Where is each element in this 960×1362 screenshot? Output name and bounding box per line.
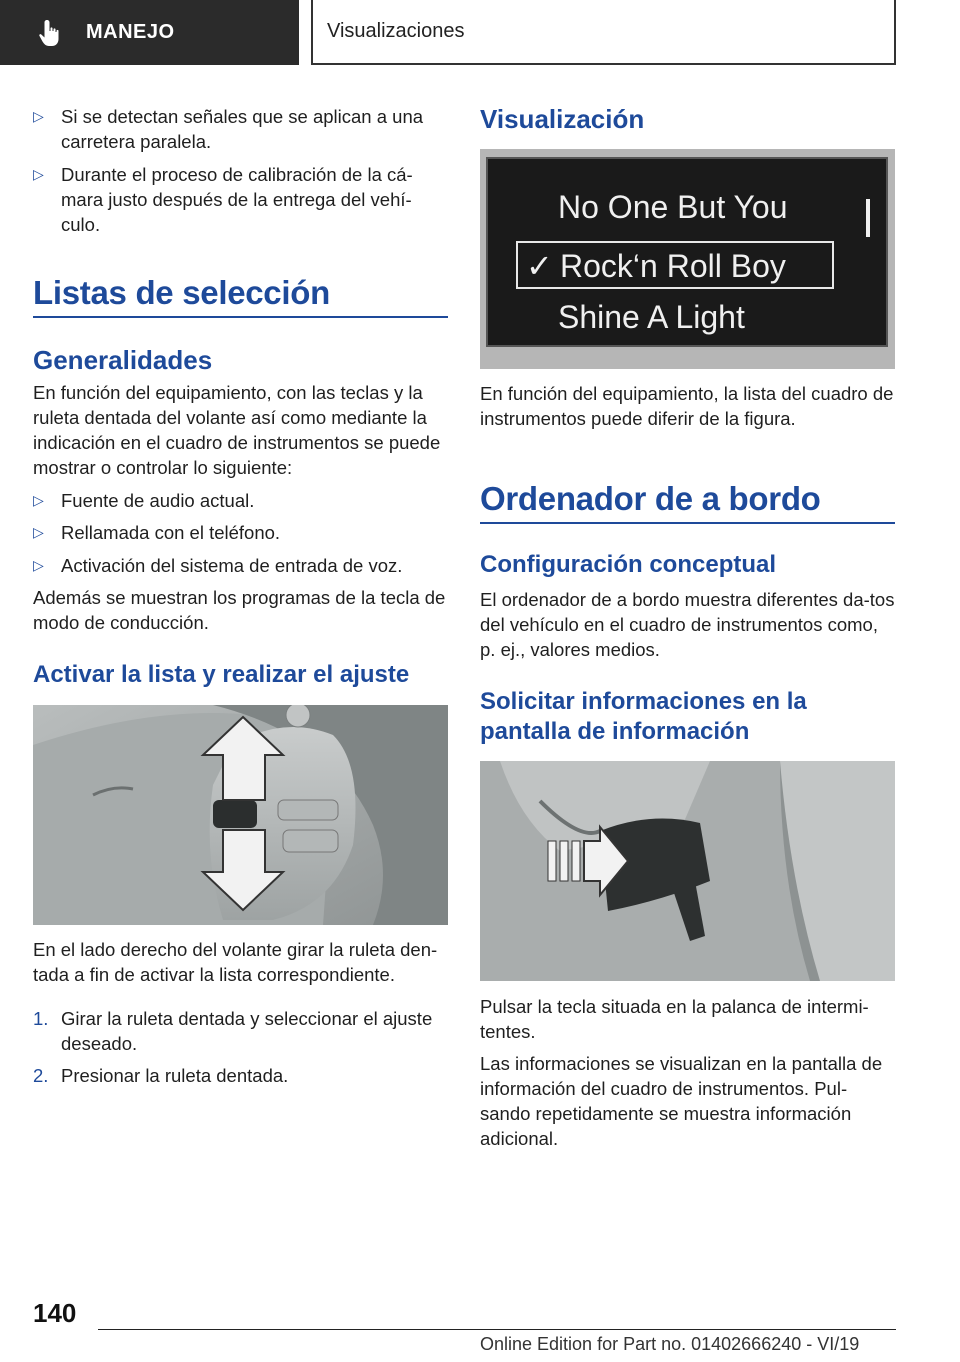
paragraph: El ordenador de a bordo muestra diferentes da-tos del vehículo en el cuadro de instrumentos como, p. ej., valores medios. bbox=[480, 589, 895, 660]
list-item: ▷ Rellamada con el teléfono. bbox=[33, 522, 281, 543]
paragraph: En función del equipamiento, con las teclas y la ruleta dentada del volante así como mediante la indicación en el cuadro de instrumentos se puede mostrar o controlar lo siguiente: bbox=[33, 382, 441, 478]
display-item: No One But You bbox=[558, 189, 788, 225]
section-title: Visualizaciones bbox=[327, 20, 465, 42]
heading-rule bbox=[480, 522, 895, 524]
chapter-tab bbox=[0, 0, 299, 65]
display-item-selected: ✓ Rock‘n Roll Boy bbox=[516, 241, 834, 289]
subsection-heading: Visualización bbox=[480, 104, 645, 134]
subsection-heading: Activar la lista y realizar el ajuste bbox=[33, 661, 410, 688]
subsection-heading: Generalidades bbox=[33, 345, 213, 375]
list-item: ▷ Fuente de audio actual. bbox=[33, 490, 255, 511]
footer-rule bbox=[98, 1329, 896, 1330]
section-heading: Listas de selección bbox=[33, 274, 330, 311]
subsection-heading: Configuración conceptual bbox=[480, 551, 777, 578]
check-icon: ✓ bbox=[526, 248, 553, 284]
list-item: ▷ Si se detectan señales que se aplican a una carretera paralela. bbox=[33, 106, 424, 152]
page-number: 140 bbox=[33, 1298, 77, 1328]
edition-note: Online Edition for Part no. 01402666240 - VI/19 bbox=[480, 1334, 860, 1354]
turn-signal-lever-figure bbox=[480, 761, 895, 981]
list-item: ▷ Activación del sistema de entrada de voz. bbox=[33, 555, 403, 576]
triangle-right-icon: ▷ bbox=[33, 557, 44, 573]
hand-pointer-icon bbox=[38, 18, 66, 48]
display-list-figure bbox=[480, 149, 895, 369]
triangle-right-icon: ▷ bbox=[33, 492, 44, 508]
paragraph: En función del equipamiento, la lista del cuadro de instrumentos puede diferir de la figura. bbox=[480, 383, 894, 429]
triangle-right-icon: ▷ bbox=[33, 166, 44, 182]
triangle-right-icon: ▷ bbox=[33, 108, 44, 124]
step-number: 2. bbox=[33, 1065, 49, 1086]
step-item: 2. Presionar la ruleta dentada. bbox=[33, 1065, 289, 1086]
list-item: ▷ Durante el proceso de calibración de la cá-mara justo después de la entrega del vehí-culo. bbox=[33, 164, 413, 235]
display-item: Shine A Light bbox=[558, 299, 745, 335]
paragraph: Pulsar la tecla situada en la palanca de intermi-tentes. bbox=[480, 996, 869, 1042]
triangle-right-icon: ▷ bbox=[33, 524, 44, 540]
display-screen bbox=[486, 157, 888, 347]
paragraph: Además se muestran los programas de la tecla de modo de conducción. bbox=[33, 587, 446, 633]
step-number: 1. bbox=[33, 1008, 49, 1029]
scrollbar-indicator bbox=[866, 199, 870, 237]
section-heading: Ordenador de a bordo bbox=[480, 480, 821, 517]
heading-rule bbox=[33, 316, 448, 318]
subsection-heading: Solicitar informaciones en la pantalla de información bbox=[480, 688, 807, 745]
step-item: 1. Girar la ruleta dentada y seleccionar el ajuste deseado. bbox=[33, 1008, 433, 1054]
chapter-name: MANEJO bbox=[86, 21, 175, 43]
caption: En el lado derecho del volante girar la ruleta den-tada a fin de activar la lista correspondiente. bbox=[33, 939, 438, 985]
paragraph: Las informaciones se visualizan en la pantalla de información del cuadro de instrumentos. Pul-sando repetidamente se muestra información adicional. bbox=[480, 1053, 883, 1149]
section-tab bbox=[311, 0, 896, 65]
steering-wheel-figure bbox=[33, 705, 448, 925]
